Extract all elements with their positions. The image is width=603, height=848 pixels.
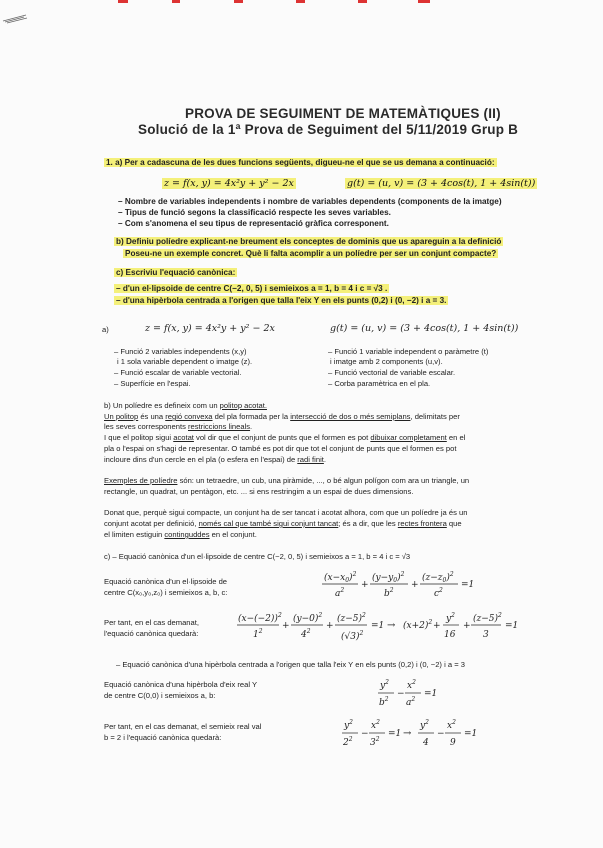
answer-a-left-item1: – Funció 2 variables independents (x,y) bbox=[114, 347, 247, 356]
svg-text:9: 9 bbox=[450, 738, 456, 748]
hyperbola-general-equation bbox=[376, 676, 446, 712]
svg-text:x2: $x^2$ bbox=[407, 679, 416, 691]
svg-text:=1: =1 bbox=[388, 729, 402, 739]
svg-text:(x+2)2: $(x+2)^2$ bbox=[403, 619, 433, 631]
svg-text:x2: $x^2$ bbox=[447, 719, 456, 731]
svg-text:+: + bbox=[433, 621, 441, 631]
answer-c-ellipsoid-case-label2: l'equació canònica quedarà: bbox=[104, 629, 199, 638]
question-item-a3: – Com s'anomena el seu tipus de representació gràfica corresponent. bbox=[118, 219, 389, 228]
answer-b-compact-line1: Donat que, perquè sigui compacte, un conjunt ha de ser tancat i acotat alhora, com que un políedre ja és un bbox=[104, 508, 468, 517]
answer-c-hyperbola-label2: de centre C(0,0) i semieixos a, b: bbox=[104, 691, 216, 700]
svg-text:a2: $a^2$ bbox=[335, 587, 345, 599]
answer-a-right-item3: – Funció vectorial de variable escalar. bbox=[328, 368, 456, 377]
svg-text:+: + bbox=[463, 621, 471, 631]
question-c-item1: – d'un el·lipsoide de centre C(−2, 0, 5) i semieixos a = 1, b = 4 i c = √3 . bbox=[116, 284, 388, 293]
svg-text:12: $1^2$ bbox=[253, 628, 263, 640]
svg-text:(x−(−2))2: $(x-(-2))^2$ bbox=[238, 612, 282, 624]
answer-c-hyperbola-case-label2: b = 2 i l'equació canònica quedarà: bbox=[104, 733, 222, 742]
question-c-item2: – d'una hipèrbola centrada a l'origen que talla l'eix Y en els punts (0,2) i (0, −2) i a = 3. bbox=[116, 296, 447, 305]
answer-b-line6: incloure dins d'un cercle en el pla (o esfera en l'espai) de radi finit. bbox=[104, 455, 326, 464]
answer-c-ellipsoid-title: c) – Equació canònica d'un el·lipsoide de centre C(−2, 0, 5) i semieixos a = 1, b = 4 i c = √3 bbox=[104, 552, 411, 561]
svg-text:32: $3^2$ bbox=[370, 736, 380, 748]
svg-text:−: − bbox=[361, 729, 369, 739]
svg-text:(y−y0)2: $(y-y_0)^2$ bbox=[372, 571, 405, 584]
answer-a-right-item1: – Funció 1 variable independent o paràmetre (t) bbox=[328, 347, 489, 356]
top-edge-red-marks bbox=[118, 0, 458, 6]
svg-text:=1: =1 bbox=[461, 580, 475, 590]
answer-c-hyperbola-case-label1: Per tant, en el cas demanat, el semieix real val bbox=[104, 722, 262, 731]
svg-text:(√3)2: $(√3)^2$ bbox=[341, 630, 364, 642]
answer-a-right-item2: i imatge amb 2 components (u,v). bbox=[330, 357, 443, 366]
svg-text:(x−x0)2: $(x-x_0)^2$ bbox=[324, 571, 357, 584]
answer-b-line1: b) Un políedre es defineix com un politop acotat. bbox=[104, 401, 267, 410]
answer-a-left-item2: i 1 sola variable dependent o imatge (z). bbox=[117, 357, 253, 366]
svg-text:=1: =1 bbox=[424, 689, 438, 699]
svg-text:x2: $x^2$ bbox=[371, 719, 380, 731]
svg-text:16: 16 bbox=[444, 630, 456, 640]
question-function-g: g(t) = (u, v) = (3 + 4cos(t), 1 + 4sin(t)) bbox=[347, 178, 536, 189]
svg-text:c2: $c^2$ bbox=[434, 587, 443, 599]
answer-b-line2: Un politop és una regió convexa del pla formada per la intersecció de dos o més semiplans, delimitats per bbox=[104, 412, 460, 421]
question-function-f: z = f(x, y) = 4x²y + y² − 2x bbox=[164, 178, 294, 189]
answer-b-examples-line2: rectangle, un quadrat, un pentàgon, etc. ... si ens restringim a un espai de dues dimensions. bbox=[104, 487, 414, 496]
svg-text:(y−0)2: $(y-0)^2$ bbox=[293, 612, 323, 624]
question-b-line1: b) Definiu políedre explicant-ne breument els conceptes de dominis que us apareguin a la definició bbox=[116, 237, 502, 246]
answer-a-right-item4: – Corba paramètrica en el pla. bbox=[328, 379, 431, 388]
svg-text:→: → bbox=[387, 620, 396, 631]
answer-a-function-g: g(t) = (u, v) = (3 + 4cos(t), 1 + 4sin(t)) bbox=[330, 323, 519, 334]
svg-text:−: − bbox=[397, 689, 405, 699]
question-b-line2: Poseu-ne un exemple concret. Què li falta acomplir a un políedre per ser un conjunt compacte? bbox=[125, 249, 497, 258]
svg-text:→: → bbox=[403, 728, 412, 739]
answer-b-compact-line3: el limiten estiguin continguddes en el conjunt. bbox=[104, 530, 257, 539]
svg-text:+: + bbox=[361, 580, 369, 590]
answer-a-left-item4: – Superfície en l'espai. bbox=[114, 379, 191, 388]
svg-text:y2: $y^2$ bbox=[420, 719, 429, 731]
question-c-title: c) Escriviu l'equació canònica: bbox=[116, 268, 236, 277]
svg-text:42: $4^2$ bbox=[301, 628, 311, 640]
svg-text:(z−z0)2: $(z-z_0)^2$ bbox=[422, 571, 454, 584]
svg-text:=1: =1 bbox=[505, 621, 519, 631]
hyperbola-specific-equation bbox=[340, 716, 480, 752]
svg-text:y2: $y^2$ bbox=[344, 719, 353, 731]
svg-text:+: + bbox=[411, 580, 419, 590]
answer-b-compact-line2: conjunt acotat per definició, només cal que també sigui conjunt tancat; és a dir, que les rectes frontera que bbox=[104, 519, 462, 528]
document-title: PROVA DE SEGUIMENT DE MATEMÀTIQUES (II) bbox=[185, 106, 501, 121]
answer-a-function-f: z = f(x, y) = 4x²y + y² − 2x bbox=[145, 323, 275, 334]
svg-text:−: − bbox=[437, 729, 445, 739]
question-item-a2: – Tipus de funció segons la classificació respecte les seves variables. bbox=[118, 208, 391, 217]
answer-a-label: a) bbox=[102, 325, 109, 334]
svg-text:=1: =1 bbox=[464, 729, 478, 739]
svg-text:b2: $b^2$ bbox=[384, 587, 394, 599]
svg-text:(z−5)2: $(z-5)^2$ bbox=[337, 612, 366, 624]
answer-c-ellipsoid-case-label1: Per tant, en el cas demanat, bbox=[104, 618, 199, 627]
svg-text:a2: $a^2$ bbox=[406, 696, 416, 708]
ellipsoid-specific-equation bbox=[235, 606, 525, 648]
answer-c-hyperbola-title: – Equació canònica d'una hipèrbola centrada a l'origen que talla l'eix Y en els punts (0,2) i (0, −2) i a = 3 bbox=[116, 660, 465, 669]
svg-text:=1: =1 bbox=[371, 621, 385, 631]
answer-c-hyperbola-label1: Equació canònica d'una hipèrbola d'eix real Y bbox=[104, 680, 258, 689]
answer-b-line3: les seves corresponents restriccions lineals. bbox=[104, 422, 253, 431]
question-intro: 1. a) Per a cadascuna de les dues funcions següents, digueu-ne el que se us demana a continuació: bbox=[106, 158, 495, 167]
question-item-a1: – Nombre de variables independents i nombre de variables dependents (components de la imatge) bbox=[118, 197, 502, 206]
svg-text:y2: $y^2$ bbox=[446, 612, 455, 624]
ellipsoid-general-equation bbox=[320, 566, 480, 602]
answer-c-ellipsoid-label2: centre C(x₀,y₀,z₀) i semieixos a, b, c: bbox=[104, 588, 228, 597]
document-subtitle: Solució de la 1ª Prova de Seguiment del 5/11/2019 Grup B bbox=[138, 122, 519, 137]
answer-a-left-item3: – Funció escalar de variable vectorial. bbox=[114, 368, 242, 377]
svg-text:(z−5)2: $(z-5)^2$ bbox=[473, 612, 502, 624]
svg-text:22: $2^2$ bbox=[343, 736, 353, 748]
svg-text:b2: $b^2$ bbox=[379, 696, 389, 708]
svg-text:+: + bbox=[282, 621, 290, 631]
svg-text:4: 4 bbox=[423, 738, 429, 748]
answer-b-line5: pla o l'espai on s'hagi de representar. O també es pot dir que tot el conjunt de punts que el formen es pot bbox=[104, 444, 457, 453]
answer-c-ellipsoid-label1: Equació canònica d'un el·lipsoide de bbox=[104, 577, 228, 586]
answer-b-line4: I que el politop sigui acotat vol dir que el conjunt de punts que el formen es pot dibuixar completament en el bbox=[104, 433, 466, 442]
svg-text:+: + bbox=[326, 621, 334, 631]
answer-b-examples-line1: Exemples de políedre són: un tetraedre, un cub, una piràmide, ..., o bé algun polígon com ara un triangle, un bbox=[104, 476, 470, 485]
svg-text:y2: $y^2$ bbox=[380, 679, 389, 691]
svg-text:3: 3 bbox=[483, 630, 489, 640]
pen-scribble-mark bbox=[2, 12, 28, 24]
